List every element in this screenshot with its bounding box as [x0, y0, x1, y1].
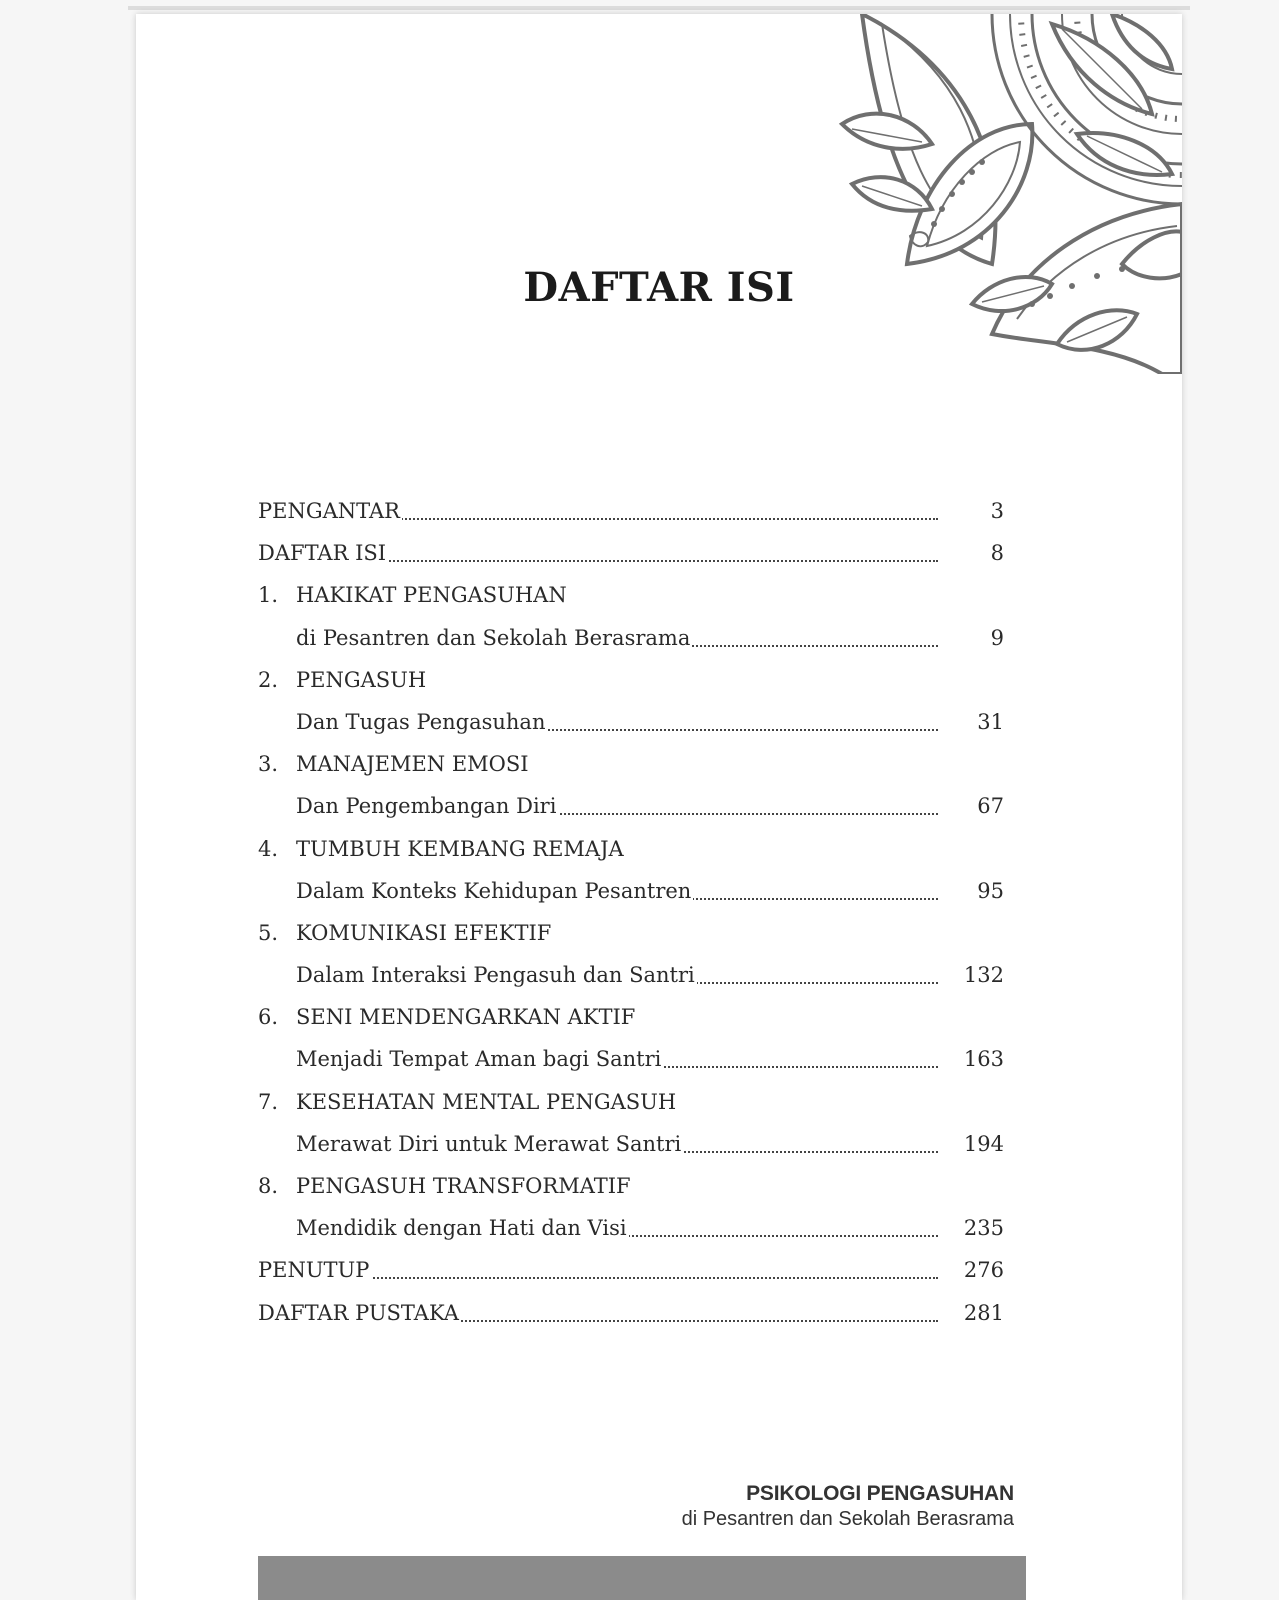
toc-row [258, 1081, 1158, 1123]
toc-row [258, 954, 1158, 996]
toc-row [258, 1165, 1158, 1207]
toc-entry [296, 574, 938, 616]
toc-entry-label: HAKIKAT PENGASUHAN [296, 583, 567, 608]
toc-entry [296, 996, 938, 1038]
toc-entry-label: Dan Pengembangan Diri [296, 794, 557, 819]
toc-entry-label: PENGASUH TRANSFORMATIF [296, 1174, 631, 1198]
toc-row [258, 912, 1158, 954]
toc-entry-label: MANAJEMEN EMOSI [296, 752, 529, 777]
toc-entry-label: DAFTAR ISI [258, 541, 387, 566]
toc-page-number: 9 [990, 625, 1004, 650]
toc-entry-label: Dalam Konteks Kehidupan Pesantren [296, 878, 692, 903]
toc-entry [296, 954, 938, 996]
toc-entry-label: SENI MENDENGARKAN AKTIF [296, 1005, 636, 1030]
toc-entry-label: PENGANTAR [258, 499, 400, 523]
toc-page-number: 8 [990, 541, 1004, 566]
toc-entry [258, 532, 938, 574]
toc-chapter-number: 7. [258, 1089, 279, 1114]
toc-entry [296, 870, 938, 912]
toc-row [258, 574, 1158, 616]
toc-entry-label: PENGASUH [296, 667, 427, 692]
toc-entry-label: KESEHATAN MENTAL PENGASUH [296, 1089, 677, 1114]
toc-page-number: 67 [977, 794, 1004, 819]
toc-entry [258, 490, 938, 532]
toc-row [258, 659, 1158, 701]
toc-row [258, 996, 1158, 1038]
table-of-contents [258, 490, 1158, 1334]
toc-entry [296, 1207, 938, 1249]
toc-page-number: 31 [977, 709, 1004, 734]
toc-row [258, 1207, 1158, 1249]
toc-page-number: 163 [963, 1047, 1004, 1072]
toc-row [258, 617, 1158, 659]
toc-row [258, 532, 1158, 574]
toc-row [258, 1292, 1158, 1334]
toc-entry-label: di Pesantren dan Sekolah Berasrama [296, 625, 691, 650]
toc-entry-label: KOMUNIKASI EFEKTIF [296, 920, 552, 945]
toc-entry [296, 701, 938, 743]
toc-entry [296, 1123, 938, 1165]
toc-row [258, 785, 1158, 827]
toc-row [258, 743, 1158, 785]
toc-entry-label: Merawat Diri untuk Merawat Santri [296, 1131, 682, 1156]
toc-entry [296, 912, 938, 954]
document-page [136, 14, 1182, 1600]
toc-row [258, 870, 1158, 912]
toc-row [258, 1123, 1158, 1165]
toc-row [258, 1249, 1158, 1291]
toc-chapter-number: 3. [258, 752, 279, 777]
toc-entry [296, 1038, 938, 1080]
toc-entry [296, 1081, 938, 1123]
toc-page-number: 194 [963, 1131, 1004, 1156]
toc-entry-label: PENUTUP [258, 1258, 370, 1283]
toc-entry [296, 617, 938, 659]
toc-entry-label: Dalam Interaksi Pengasuh dan Santri [296, 963, 695, 988]
toc-chapter-number: 2. [258, 667, 279, 692]
toc-row [258, 701, 1158, 743]
toc-chapter-number: 1. [258, 583, 279, 608]
toc-entry [258, 1249, 938, 1291]
toc-chapter-number: 5. [258, 920, 279, 945]
footer-bar [258, 1556, 1026, 1600]
toc-entry-label: DAFTAR PUSTAKA [258, 1300, 459, 1325]
toc-entry [296, 1165, 938, 1207]
toc-page-number: 132 [963, 963, 1004, 988]
page-title: DAFTAR ISI [523, 264, 795, 311]
toc-entry [296, 828, 938, 870]
toc-entry [296, 743, 938, 785]
footer-book-subtitle: di Pesantren dan Sekolah Berasrama [681, 1508, 1014, 1530]
previous-page-edge [128, 6, 1190, 10]
toc-chapter-number: 6. [258, 1005, 279, 1030]
toc-entry [258, 1292, 938, 1334]
toc-page-number: 281 [963, 1300, 1004, 1325]
toc-row [258, 490, 1158, 532]
toc-chapter-number: 8. [258, 1174, 279, 1198]
mandala-ornament-icon [822, 14, 1182, 374]
toc-entry [296, 785, 938, 827]
toc-entry-label: Mendidik dengan Hati dan Visi [296, 1216, 627, 1241]
toc-entry-label: TUMBUH KEMBANG REMAJA [296, 836, 624, 861]
toc-page-number: 3 [990, 499, 1004, 523]
toc-page-number: 276 [963, 1258, 1004, 1283]
toc-row [258, 828, 1158, 870]
toc-chapter-number: 4. [258, 836, 279, 861]
toc-row [258, 1038, 1158, 1080]
toc-entry [296, 659, 938, 701]
toc-page-number: 95 [977, 878, 1004, 903]
toc-entry-label: Menjadi Tempat Aman bagi Santri [296, 1047, 662, 1072]
toc-entry-label: Dan Tugas Pengasuhan [296, 709, 546, 734]
footer-book-title: PSIKOLOGI PENGASUHAN [746, 1482, 1014, 1505]
toc-page-number: 235 [963, 1216, 1004, 1241]
